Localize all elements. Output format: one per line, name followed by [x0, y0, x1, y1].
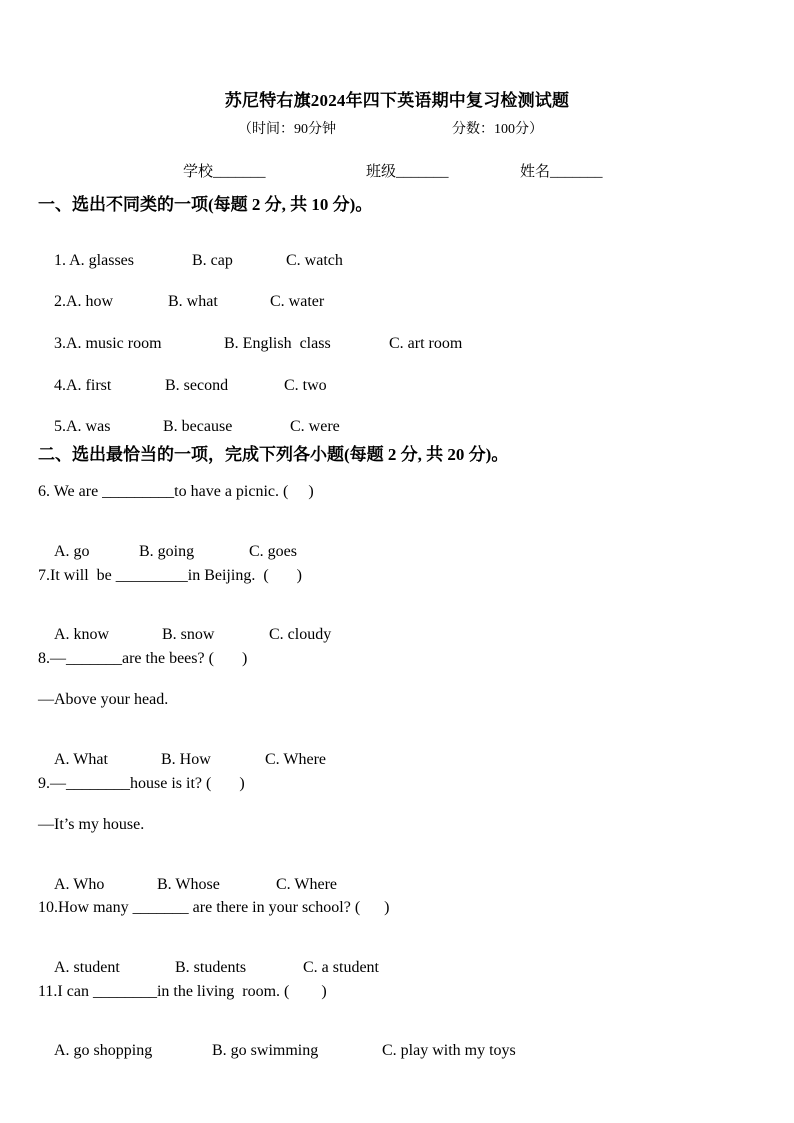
- q5-option-c: C. were: [290, 418, 340, 435]
- q1-option-c: C. watch: [286, 252, 343, 269]
- question-7: 7.It will be _________in Beijing. ( ): [38, 567, 302, 584]
- exam-title: 苏尼特右旗2024年四下英语期中复习检测试题: [224, 91, 570, 110]
- class-field: 班级_______: [366, 164, 449, 180]
- question-11: 11.I can ________in the living room. ( ): [38, 983, 327, 1000]
- q11-option-c: C. play with my toys: [382, 1042, 516, 1059]
- question-11-options: [38, 1024, 516, 1078]
- question-6: 6. We are _________to have a picnic. ( ): [38, 483, 314, 500]
- q8-option-c: C. Where: [265, 751, 327, 768]
- q7-option-b: B. snow: [162, 626, 215, 643]
- q6-option-b: B. going: [139, 543, 195, 560]
- question-9: 9.—________house is it? ( ): [38, 775, 245, 792]
- q8-option-a: A. What: [54, 751, 108, 768]
- question-8: 8.—_______are the bees? ( ): [38, 650, 248, 667]
- question-8-answer: —Above your head.: [38, 691, 169, 708]
- exam-time: （时间：90分钟: [238, 122, 336, 137]
- question-10: 10.How many _______ are there in your school? ( ): [38, 899, 390, 916]
- q3-option-c: C. art room: [389, 335, 463, 352]
- q1-option-a: 1. A. glasses: [54, 252, 134, 269]
- name-field: 姓名_______: [520, 164, 603, 180]
- q2-option-a: 2.A. how: [54, 293, 114, 310]
- q11-option-b: B. go swimming: [212, 1042, 319, 1059]
- q2-option-c: C. water: [270, 293, 325, 310]
- q6-option-c: C. goes: [249, 543, 297, 560]
- q4-option-b: B. second: [165, 377, 229, 394]
- q8-option-b: B. How: [161, 751, 211, 768]
- q3-option-a: 3.A. music room: [54, 335, 162, 352]
- question-9-answer: —It’s my house.: [38, 816, 145, 833]
- q4-option-c: C. two: [284, 377, 327, 394]
- q7-option-c: C. cloudy: [269, 626, 332, 643]
- q2-option-b: B. what: [168, 293, 218, 310]
- q3-option-b: B. English class: [224, 335, 331, 352]
- school-field: 学校_______: [183, 164, 266, 180]
- section-1-heading: 一、选出不同类的一项(每题 2 分, 共 10 分)。: [38, 195, 373, 214]
- section-2-heading: 二、选出最恰当的一项，完成下列各小题(每题 2 分, 共 20 分)。: [38, 445, 509, 464]
- q10-option-c: C. a student: [303, 959, 379, 976]
- q11-option-a: A. go shopping: [54, 1042, 153, 1059]
- q6-option-a: A. go: [54, 543, 90, 560]
- q9-option-b: B. Whose: [157, 876, 220, 893]
- q5-option-a: 5.A. was: [54, 418, 111, 435]
- q4-option-a: 4.A. first: [54, 377, 112, 394]
- q5-option-b: B. because: [163, 418, 233, 435]
- q7-option-a: A. know: [54, 626, 110, 643]
- q10-option-b: B. students: [175, 959, 247, 976]
- q1-option-b: B. cap: [192, 252, 233, 269]
- q10-option-a: A. student: [54, 959, 120, 976]
- q9-option-a: A. Who: [54, 876, 105, 893]
- exam-score: 分数：100分）: [452, 122, 543, 137]
- q9-option-c: C. Where: [276, 876, 338, 893]
